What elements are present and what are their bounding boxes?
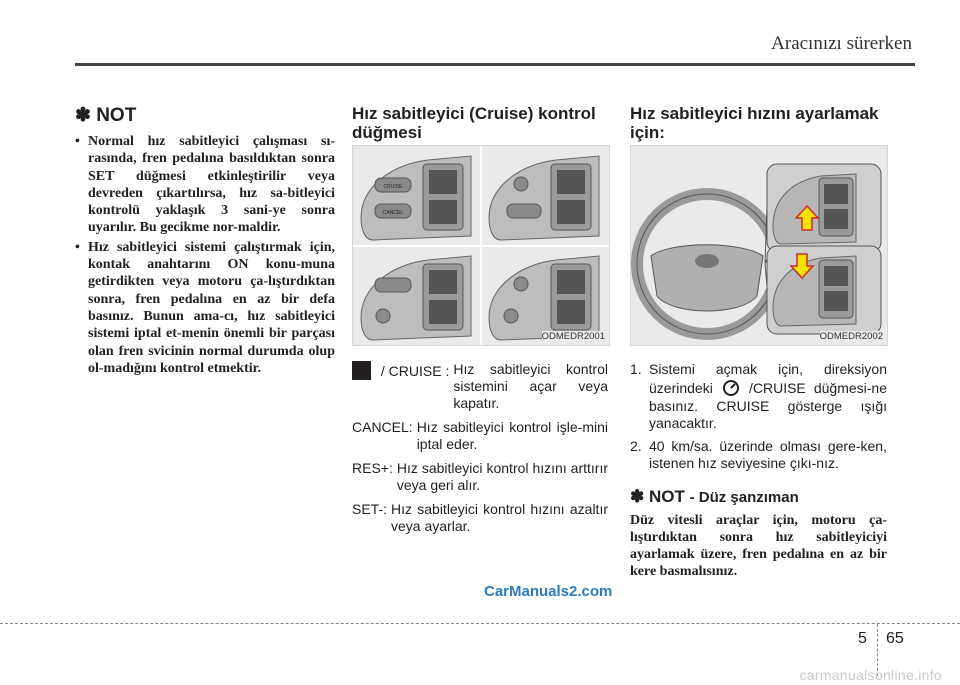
panel-label-cancel: CANCEL (382, 210, 404, 216)
note-heading: ✽ NOT (75, 105, 137, 126)
steering-button-panels-illustration (353, 146, 609, 345)
column-cruise-buttons (352, 104, 608, 142)
page-number: 65 (886, 630, 904, 647)
definition-cruise: / CRUISE : Hız sabitleyici kontrol sistemini açar veya kapatır. (352, 361, 608, 412)
note-bullet-1: • Normal hız sabitleyici çalışması sı-rasında, fren pedalına basıldıktan sonra SET düğmesi etkinleştirilir veya devreden çıkartılırsa, hız sa-bitleyici kontrolü yaklaşık 3 sani-ye sonra uyarılır. Bu gecikme nor-maldir. (75, 134, 335, 236)
definition-list (352, 361, 608, 542)
steps-list (630, 361, 887, 580)
definition-cancel: CANCEL: Hız sabitleyici kontrol işle-mini iptal eder. (352, 419, 608, 452)
panel-label-cruise: CRUISE (383, 184, 403, 190)
footer-dashed-rule (0, 623, 960, 624)
chapter-title: Aracınızı sürerken (771, 33, 912, 54)
step-1: 1. Sistemi açmak için, direksiyon üzerindeki /CRUISE düğmesi-ne basınız. CRUISE gösterge ışığı yanacaktır. (630, 361, 887, 431)
footer-site-watermark: carmanualsonline.info (799, 667, 942, 683)
steering-wheel-illustration (631, 146, 887, 345)
step-2: 2. 40 km/sa. üzerinde olması gere-ken, istenen hız seviyesine çıkı-nız. (630, 438, 887, 471)
figure-code-2001: ODMEDR2001 (541, 331, 605, 342)
section-heading-set-speed: Hız sabitleyici hızını ayarlamak için: (630, 104, 879, 142)
note-bullets (75, 133, 335, 377)
note-bullet-2: • Hız sabitleyici sistemi çalıştırmak için, kontak anahtarını ON konu-muna getirdikten veya motoru ça-lıştırdıktan sonra, fren pedalına en az bir defa basınız. Bunun ama-cı, hız sabitleyici sistemi iptal et-menin önemli bir parçası olan fren svicinin normal durumda olup ol-madığını kontrol etmektir. (75, 239, 335, 376)
note-manual-body: Düz vitesli araçlar için, motoru ça-lıştırdıktan sonra hız sabitleyiciyi ayarlamak üzere, fren pedalına en az bir kere basmalısınız. (630, 513, 887, 579)
column-note (75, 104, 335, 379)
definition-set: SET-: Hız sabitleyici kontrol hızını azaltır veya ayarlar. (352, 501, 608, 534)
cruise-symbol-icon (721, 378, 741, 398)
figure-code-2002: ODMEDR2002 (819, 331, 883, 342)
cruise-symbol-icon (352, 361, 371, 380)
figure-steering-wheel (630, 145, 888, 346)
section-heading-cruise-button: Hız sabitleyici (Cruise) kontrol düğmesi (352, 104, 596, 142)
watermark-carmanuals2: CarManuals2.com (484, 583, 613, 600)
note-manual-heading: ✽ NOT - Düz şanzıman (630, 487, 799, 506)
figure-control-buttons (352, 145, 610, 346)
header-rule (75, 63, 915, 66)
definition-res: RES+: Hız sabitleyici kontrol hızını arttırır veya geri alır. (352, 460, 608, 493)
column-set-speed (630, 104, 887, 142)
page-section-number: 5 (858, 630, 867, 647)
